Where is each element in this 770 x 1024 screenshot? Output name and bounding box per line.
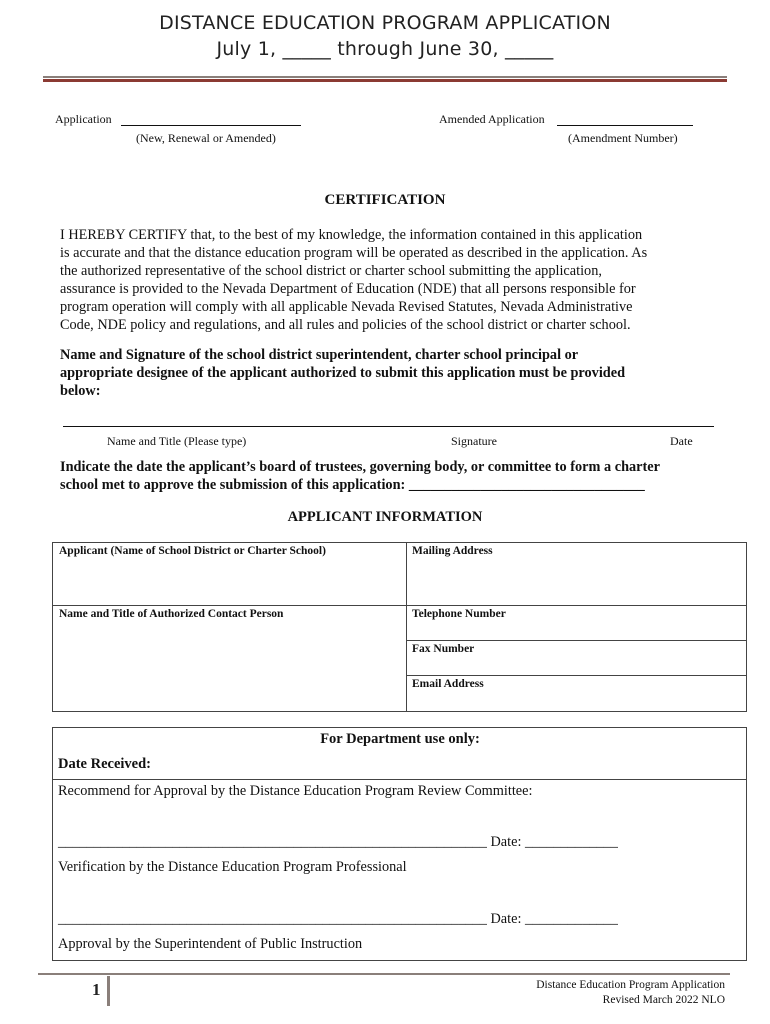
amended-application-label: Amended Application [439,112,545,126]
verification-label: Verification by the Distance Education Program Professional [58,859,407,875]
signature-instruction-line: Name and Signature of the school district superintendent, charter school principal or [60,347,579,363]
application-label: Application [55,112,112,126]
fax-label: Fax Number [412,643,475,655]
contact-person-label: Name and Title of Authorized Contact Person [59,608,284,620]
date-received-label: Date Received: [58,756,151,772]
certification-line: Code, NDE policy and regulations, and all rules and policies of the school district or charter school. [60,317,631,333]
signature-label: Signature [451,434,497,448]
certification-line: is accurate and that the distance education program will be operated as described in the application. As [60,245,648,261]
applicant-info-table [52,542,747,712]
name-title-label: Name and Title (Please type) [107,434,247,448]
board-approval-line: Indicate the date the applicant’s board of trustees, governing body, or committee to form a charter [60,459,660,475]
mailing-address-label: Mailing Address [412,545,493,557]
recommend-signature-line[interactable]: ____________________________________________________________ Date: _____________ [58,834,618,850]
certification-line: assurance is provided to the Nevada Department of Education (NDE) that all persons responsible for [60,281,636,297]
certification-line: the authorized representative of the school district or charter school submitting the application, [60,263,602,279]
table-divider [52,605,746,606]
certification-line: program operation will comply with all applicable Nevada Revised Statutes, Nevada Administrative [60,299,633,315]
document-title: DISTANCE EDUCATION PROGRAM APPLICATION [159,12,611,34]
certification-heading: CERTIFICATION [324,192,446,208]
certification-line: I HEREBY CERTIFY that, to the best of my knowledge, the information contained in this application [60,227,643,243]
header-rule [43,76,727,78]
footer-text [536,978,725,1008]
table-divider [406,675,746,676]
department-use-heading: For Department use only: [320,731,480,747]
recommend-label: Recommend for Approval by the Distance Education Program Review Committee: [58,783,533,799]
table-divider [406,542,407,711]
signature-instruction-line: below: [60,383,101,399]
board-approval-line: school met to approve the submission of this application: _________________________________ [60,477,645,493]
certification-text [60,226,740,334]
table-divider [406,640,746,641]
verification-signature-line[interactable]: ____________________________________________________________ Date: _____________ [58,911,618,927]
footer-page-bar [107,976,110,1006]
applicant-name-label: Applicant (Name of School District or Charter School) [59,545,326,557]
page-number: 1 [92,980,101,999]
footer-rule [38,973,730,975]
signature-line[interactable] [63,426,714,427]
footer-doc-title: Distance Education Program Application [536,979,725,991]
telephone-label: Telephone Number [412,608,506,620]
application-sub-label: (New, Renewal or Amended) [136,131,276,145]
header-rule-accent [43,79,727,82]
date-label: Date [670,434,693,448]
application-field[interactable] [121,112,301,126]
board-approval-text [60,458,750,494]
email-label: Email Address [412,678,484,690]
amendment-number-label: (Amendment Number) [568,131,678,145]
applicant-info-heading: APPLICANT INFORMATION [287,509,483,525]
department-divider [52,779,746,780]
signature-instruction-line: appropriate designee of the applicant authorized to submit this application must be provided [60,365,626,381]
footer-revision: Revised March 2022 NLO [602,994,725,1006]
signature-instruction [60,346,740,400]
document-subtitle: July 1, _____ through June 30, _____ [216,38,554,60]
approval-label: Approval by the Superintendent of Public Instruction [58,936,363,952]
amended-application-field[interactable] [557,112,693,126]
